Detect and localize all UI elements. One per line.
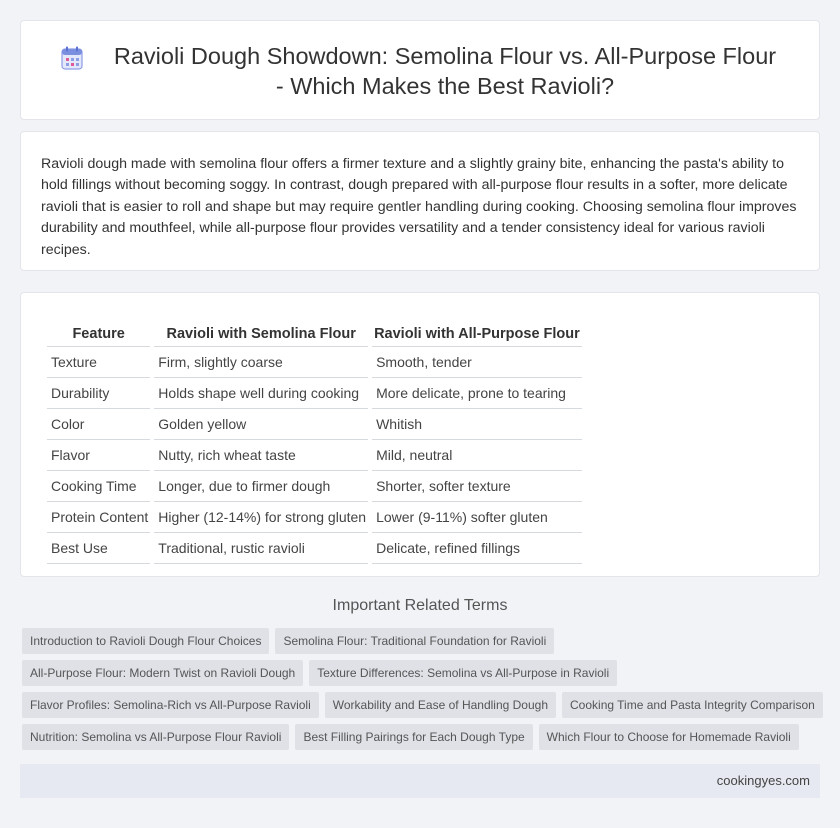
table-row	[47, 347, 582, 378]
table-row	[47, 440, 582, 471]
tag-row	[22, 628, 822, 660]
footer-site-link[interactable]: cookingyes.com	[716, 773, 810, 788]
intro-card	[20, 131, 820, 271]
cell-semolina: Nutty, rich wheat taste	[154, 440, 368, 471]
intro-paragraph: Ravioli dough made with semolina flour offers a firmer texture and a slightly grainy bite, enhancing the pasta's ability to hold fillings without becoming soggy. In contrast, dough prepared with all-purpose flour results in a softer, more delicate ravioli that is easier to roll and shape but may require gentler handling during cooking. Choosing semolina flour improves durability and mouthfeel, while all-purpose flour provides versatility and a tender consistency ideal for various ravioli recipes.	[41, 156, 797, 258]
comparison-table	[43, 315, 586, 564]
cell-all-purpose: More delicate, prone to tearing	[372, 378, 582, 409]
title-row	[21, 41, 819, 101]
table-row	[47, 471, 582, 502]
tag-row	[22, 724, 822, 756]
cell-semolina: Firm, slightly coarse	[154, 347, 368, 378]
related-term-tag[interactable]: Introduction to Ravioli Dough Flour Choices	[22, 628, 269, 654]
cell-feature: Cooking Time	[47, 471, 150, 502]
table-row	[47, 409, 582, 440]
related-term-tag[interactable]: Best Filling Pairings for Each Dough Type	[295, 724, 532, 750]
table-row	[47, 533, 582, 564]
related-term-tag[interactable]: Workability and Ease of Handling Dough	[325, 692, 556, 718]
tag-row	[22, 660, 822, 692]
header-semolina: Ravioli with Semolina Flour	[154, 315, 368, 347]
table-card	[20, 292, 820, 577]
cell-all-purpose: Shorter, softer texture	[372, 471, 582, 502]
related-term-tag[interactable]: Which Flour to Choose for Homemade Ravioli	[539, 724, 799, 750]
related-term-tag[interactable]: Cooking Time and Pasta Integrity Comparison	[562, 692, 823, 718]
tag-row	[22, 692, 822, 724]
cell-semolina: Holds shape well during cooking	[154, 378, 368, 409]
header-all-purpose: Ravioli with All-Purpose Flour	[372, 315, 582, 347]
table-row	[47, 378, 582, 409]
calendar-icon	[61, 46, 83, 70]
related-term-tag[interactable]: Nutrition: Semolina vs All-Purpose Flour Ravioli	[22, 724, 289, 750]
page-title: Ravioli Dough Showdown: Semolina Flour vs. All-Purpose Flour - Which Makes the Best Ravioli?	[113, 43, 777, 99]
cell-all-purpose: Whitish	[372, 409, 582, 440]
header-feature: Feature	[47, 315, 150, 347]
cell-semolina: Golden yellow	[154, 409, 368, 440]
cell-all-purpose: Delicate, refined fillings	[372, 533, 582, 564]
related-term-tag[interactable]: Flavor Profiles: Semolina-Rich vs All-Purpose Ravioli	[22, 692, 319, 718]
related-terms-list	[22, 628, 822, 756]
footer	[20, 764, 820, 798]
table-header-row	[47, 315, 582, 347]
cell-all-purpose: Lower (9-11%) softer gluten	[372, 502, 582, 533]
cell-feature: Texture	[47, 347, 150, 378]
cell-semolina: Higher (12-14%) for strong gluten	[154, 502, 368, 533]
cell-feature: Color	[47, 409, 150, 440]
cell-feature: Durability	[47, 378, 150, 409]
cell-feature: Best Use	[47, 533, 150, 564]
cell-feature: Flavor	[47, 440, 150, 471]
cell-feature: Protein Content	[47, 502, 150, 533]
related-term-tag[interactable]: All-Purpose Flour: Modern Twist on Ravioli Dough	[22, 660, 303, 686]
cell-semolina: Longer, due to firmer dough	[154, 471, 368, 502]
related-term-tag[interactable]: Semolina Flour: Traditional Foundation for Ravioli	[275, 628, 554, 654]
title-card	[20, 20, 820, 120]
related-terms-heading: Important Related Terms	[332, 597, 508, 614]
related-term-tag[interactable]: Texture Differences: Semolina vs All-Purpose in Ravioli	[309, 660, 617, 686]
cell-all-purpose: Smooth, tender	[372, 347, 582, 378]
cell-all-purpose: Mild, neutral	[372, 440, 582, 471]
cell-semolina: Traditional, rustic ravioli	[154, 533, 368, 564]
table-row	[47, 502, 582, 533]
